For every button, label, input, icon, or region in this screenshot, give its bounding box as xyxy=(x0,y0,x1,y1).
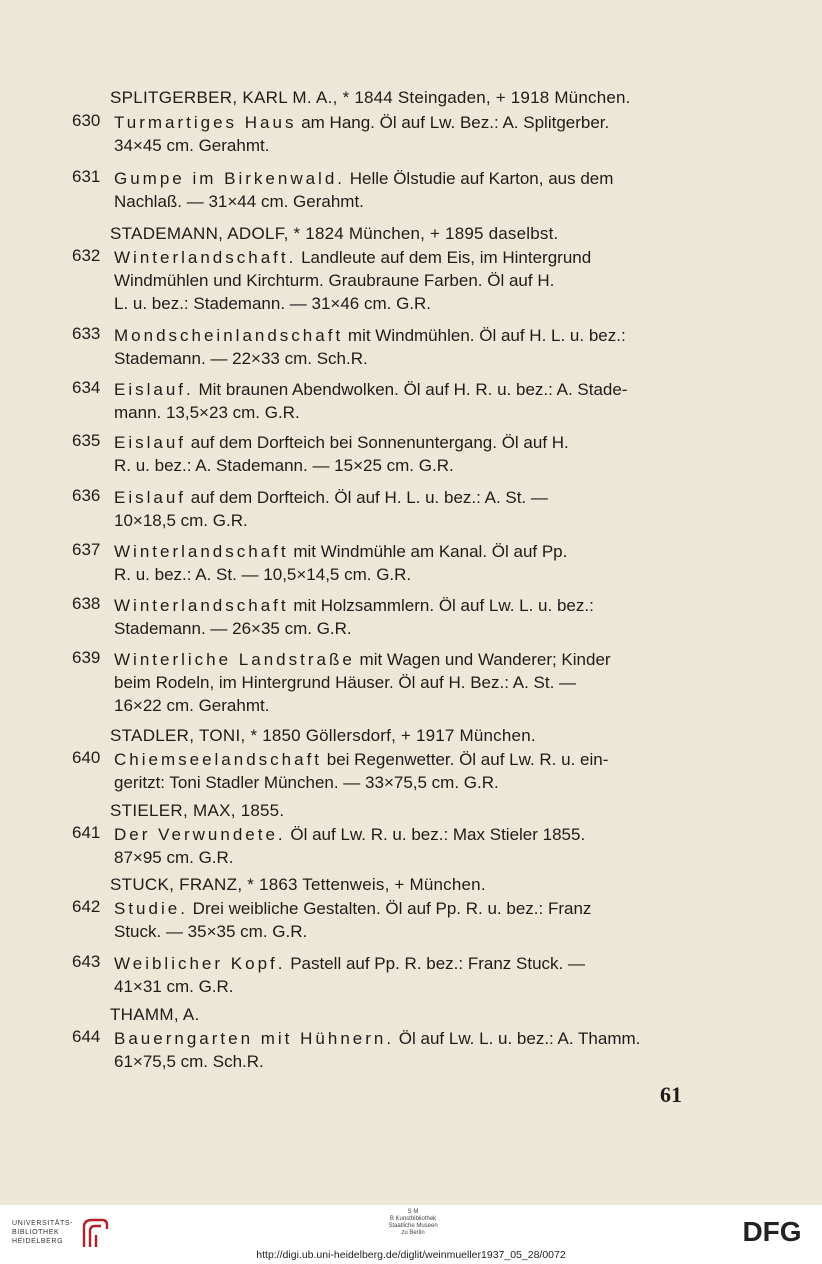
entry-details: Nachlaß. — 31×44 cm. Gerahmt. xyxy=(114,192,364,211)
entry-details: mann. 13,5×23 cm. G.R. xyxy=(114,403,300,422)
entry-number: 637 xyxy=(72,540,101,559)
entry-title: Gumpe im Birkenwald. xyxy=(114,169,346,188)
artist-heading: SPLITGERBER, KARL M. A., * 1844 Steingaden, + 1918 München. xyxy=(110,88,631,107)
entry-number: 639 xyxy=(72,648,101,667)
entry-title: Mondscheinlandschaft xyxy=(114,326,344,345)
entry-description: Helle Ölstudie auf Karton, aus dem xyxy=(349,169,614,188)
artist-heading: STADEMANN, ADOLF, * 1824 München, + 1895 daselbst. xyxy=(110,224,559,243)
dfg-logo-text: DFG xyxy=(742,1216,802,1245)
viewer-footer xyxy=(0,1205,822,1264)
entry-description: Pastell auf Pp. R. bez.: Franz Stuck. — xyxy=(290,954,585,973)
entry-title: Eislauf xyxy=(114,488,187,507)
entry-number: 643 xyxy=(72,952,101,971)
entry-number: 642 xyxy=(72,897,101,916)
artist-heading: THAMM, A. xyxy=(110,1005,200,1024)
page-number: 61 xyxy=(660,1082,682,1107)
entry-description: mit Windmühle am Kanal. Öl auf Pp. xyxy=(293,542,568,561)
entry-details: 87×95 cm. G.R. xyxy=(114,848,234,867)
entry-title: Winterlandschaft xyxy=(114,542,289,561)
entry-title: Winterliche Landstraße xyxy=(114,650,355,669)
entry-description: mit Windmühlen. Öl auf H. L. u. bez.: xyxy=(347,326,626,345)
entry-number: 631 xyxy=(72,167,101,186)
artist-heading: STADLER, TONI, * 1850 Göllersdorf, + 1917 München. xyxy=(110,726,536,745)
entry-description: am Hang. Öl auf Lw. Bez.: A. Splitgerber. xyxy=(301,113,610,132)
entry-description: mit Holzsammlern. Öl auf Lw. L. u. bez.: xyxy=(293,596,594,615)
entry-number: 640 xyxy=(72,748,101,767)
entry-number: 644 xyxy=(72,1027,101,1046)
entry-number: 636 xyxy=(72,486,101,505)
entry-title: Chiemseelandschaft xyxy=(114,750,323,769)
entry-details: beim Rodeln, im Hintergrund Häuser. Öl auf H. Bez.: A. St. — xyxy=(114,673,577,692)
entry-details: 16×22 cm. Gerahmt. xyxy=(114,696,270,715)
entry-title: Weiblicher Kopf. xyxy=(114,954,286,973)
entry-title: Eislauf xyxy=(114,433,187,452)
entry-number: 641 xyxy=(72,823,101,842)
entry-description: Landleute auf dem Eis, im Hintergrund xyxy=(301,248,592,267)
entry-title: Turmartiges Haus xyxy=(114,113,297,132)
entry-number: 632 xyxy=(72,246,101,265)
entry-details: 41×31 cm. G.R. xyxy=(114,977,234,996)
entry-number: 635 xyxy=(72,431,101,450)
entry-description: Drei weibliche Gestalten. Öl auf Pp. R. u. bez.: Franz xyxy=(192,899,592,918)
entry-description: Öl auf Lw. R. u. bez.: Max Stieler 1855. xyxy=(290,825,586,844)
university-seal-icon xyxy=(80,1217,110,1251)
university-library-name: UNIVERSITÄTS- BIBLIOTHEK HEIDELBERG xyxy=(12,1220,74,1245)
entry-number: 630 xyxy=(72,111,101,130)
page-url[interactable]: http://digi.ub.uni-heidelberg.de/diglit/weinmueller1937_05_28/0072 xyxy=(256,1249,566,1261)
entry-description: auf dem Dorfteich. Öl auf H. L. u. bez.: A. St. — xyxy=(190,488,548,507)
library-stamp: S M B Kunstbibliothek Staatliche Museen zu Berlin xyxy=(388,1209,438,1236)
entry-title: Studie. xyxy=(114,899,188,918)
entry-details: 34×45 cm. Gerahmt. xyxy=(114,136,270,155)
entry-details: 61×75,5 cm. Sch.R. xyxy=(114,1052,264,1071)
entry-number: 638 xyxy=(72,594,101,613)
entry-description: mit Wagen und Wanderer; Kinder xyxy=(359,650,611,669)
dfg-logo[interactable] xyxy=(732,1215,812,1245)
entry-details: 10×18,5 cm. G.R. xyxy=(114,511,248,530)
entry-title: Der Verwundete. xyxy=(114,825,286,844)
entry-description: Öl auf Lw. L. u. bez.: A. Thamm. xyxy=(398,1029,641,1048)
entry-details: Stademann. — 26×35 cm. G.R. xyxy=(114,619,352,638)
entry-details: Stademann. — 22×33 cm. Sch.R. xyxy=(114,349,368,368)
entry-details: Windmühlen und Kirchturm. Graubraune Farben. Öl auf H. xyxy=(114,271,555,290)
entry-title: Eislauf. xyxy=(114,380,194,399)
entry-details: R. u. bez.: A. St. — 10,5×14,5 cm. G.R. xyxy=(114,565,412,584)
entry-number: 634 xyxy=(72,378,101,397)
entry-description: bei Regenwetter. Öl auf Lw. R. u. ein- xyxy=(326,750,609,769)
entry-details: geritzt: Toni Stadler München. — 33×75,5 cm. G.R. xyxy=(114,773,499,792)
artist-heading: STIELER, MAX, 1855. xyxy=(110,801,285,820)
entry-title: Winterlandschaft. xyxy=(114,248,297,267)
entry-details: R. u. bez.: A. Stademann. — 15×25 cm. G.R. xyxy=(114,456,454,475)
entry-details: Stuck. — 35×35 cm. G.R. xyxy=(114,922,308,941)
entry-title: Bauerngarten mit Hühnern. xyxy=(114,1029,395,1048)
artist-heading: STUCK, FRANZ, * 1863 Tettenweis, + München. xyxy=(110,875,486,894)
entry-number: 633 xyxy=(72,324,101,343)
entry-details: L. u. bez.: Stademann. — 31×46 cm. G.R. xyxy=(114,294,432,313)
entry-description: Mit braunen Abendwolken. Öl auf H. R. u. bez.: A. Stade- xyxy=(198,380,628,399)
entry-description: auf dem Dorfteich bei Sonnenuntergang. Öl auf H. xyxy=(190,433,569,452)
entry-title: Winterlandschaft xyxy=(114,596,289,615)
